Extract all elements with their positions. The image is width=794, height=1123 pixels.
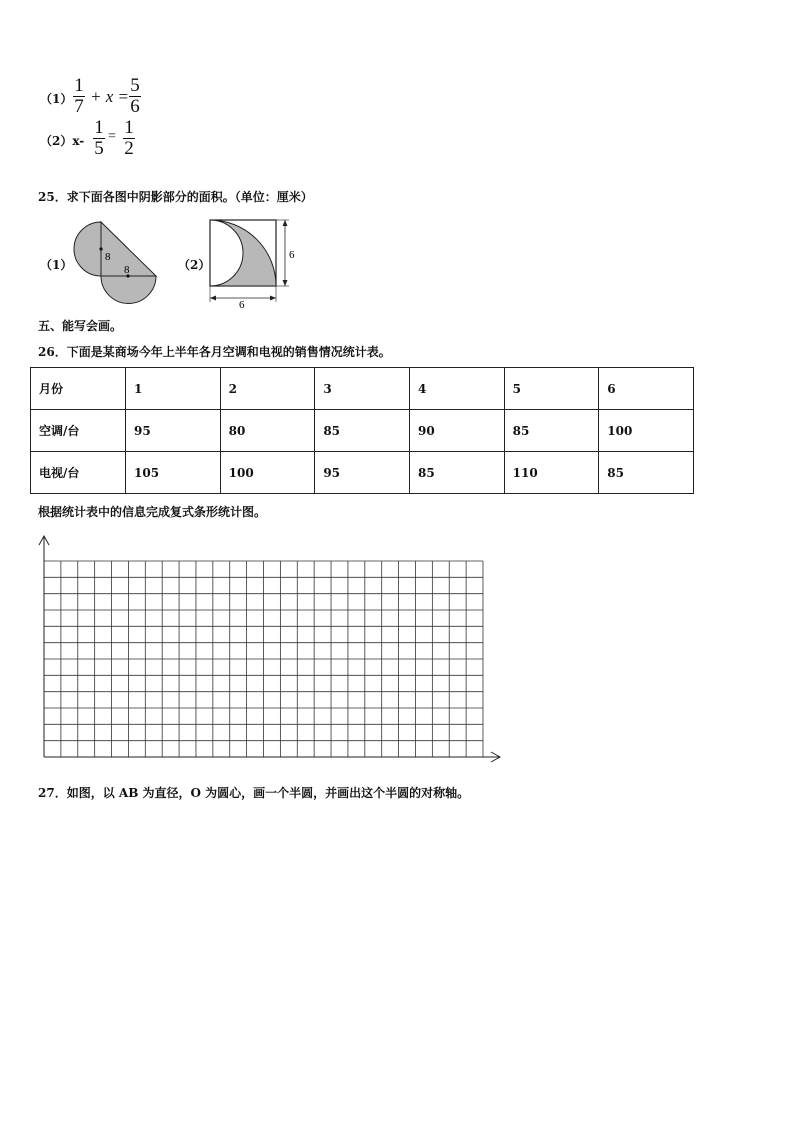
table-cell: 100 [599, 410, 694, 452]
figure-2-diagram [205, 214, 300, 310]
fraction-denominator: 2 [124, 138, 134, 159]
question-27-title: 27．如图，以 AB 为直径，O 为圆心，画一个半圆，并画出这个半圆的对称轴。 [38, 786, 470, 800]
table-cell: 90 [409, 410, 504, 452]
equation-2-label: （2）x- [40, 134, 85, 148]
table-row [31, 452, 694, 494]
figure-2-dim-vertical: 6 [289, 249, 295, 261]
figure-1-dim-horizontal: 8 [124, 264, 130, 276]
fraction-denominator: 5 [94, 138, 104, 159]
table-cell: 85 [599, 452, 694, 494]
fraction-numerator: 5 [130, 75, 140, 96]
equation-2-operator: = [108, 129, 116, 144]
table-header-row [31, 368, 694, 410]
table-cell: 80 [220, 410, 315, 452]
sales-table [30, 367, 694, 494]
table-cell: 5 [504, 368, 599, 410]
equation-1-fraction-a [72, 76, 86, 117]
table-cell: 4 [409, 368, 504, 410]
fraction-denominator: 6 [130, 96, 140, 117]
question-26-title: 26．下面是某商场今年上半年各月空调和电视的销售情况统计表。 [38, 345, 391, 359]
figure-1-dim-vertical: 8 [105, 251, 111, 263]
figure-1-diagram [68, 216, 160, 308]
question-25-title: 25．求下面各图中阴影部分的面积。（单位：厘米） [38, 190, 313, 204]
table-cell: 6 [599, 368, 694, 410]
equation-1-label: （1） [40, 92, 73, 106]
equation-2-fraction-a [92, 118, 106, 159]
equation-1-fraction-b [128, 76, 142, 117]
section-5-heading: 五、能写会画。 [38, 319, 123, 333]
figure-2-label: （2） [178, 258, 211, 272]
table-cell: 电视/台 [31, 452, 126, 494]
table-cell: 95 [126, 410, 221, 452]
figure-1-label: （1） [40, 258, 73, 272]
table-cell: 3 [315, 368, 410, 410]
equation-1-operator: + x = [90, 87, 129, 106]
chart-instruction: 根据统计表中的信息完成复式条形统计图。 [38, 505, 267, 519]
fraction-numerator: 1 [124, 117, 134, 138]
table-cell: 月份 [31, 368, 126, 410]
table-row [31, 410, 694, 452]
fraction-numerator: 1 [74, 75, 84, 96]
table-cell: 85 [315, 410, 410, 452]
figure-2-dim-horizontal: 6 [239, 299, 245, 310]
table-cell: 100 [220, 452, 315, 494]
table-cell: 空调/台 [31, 410, 126, 452]
equation-2-fraction-b [122, 118, 136, 159]
table-cell: 95 [315, 452, 410, 494]
fraction-denominator: 7 [74, 96, 84, 117]
table-cell: 1 [126, 368, 221, 410]
equation-2 [40, 118, 180, 162]
equation-1 [40, 76, 180, 120]
table-cell: 85 [409, 452, 504, 494]
table-cell: 85 [504, 410, 599, 452]
table-cell: 105 [126, 452, 221, 494]
table-cell: 110 [504, 452, 599, 494]
fraction-numerator: 1 [94, 117, 104, 138]
table-cell: 2 [220, 368, 315, 410]
blank-chart-grid [30, 533, 510, 765]
